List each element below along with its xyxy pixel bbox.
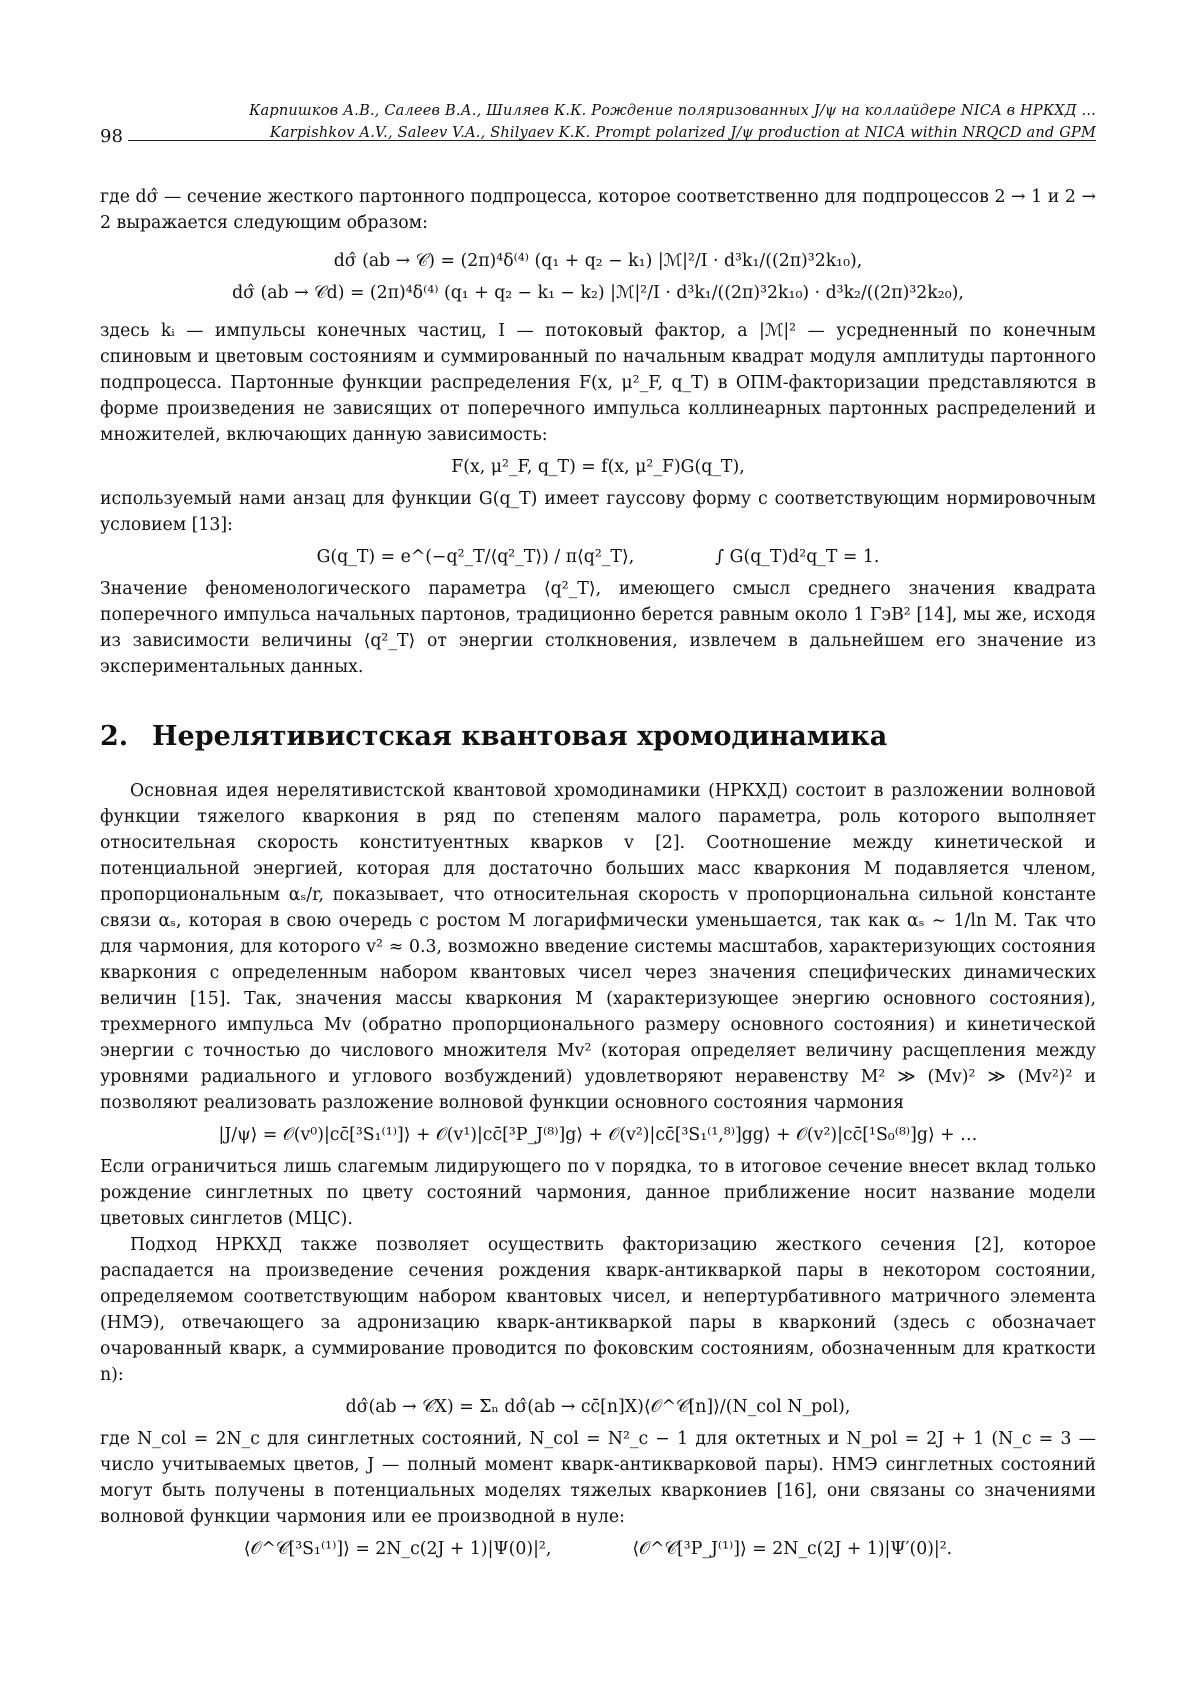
equation-pair xyxy=(100,1536,1096,1562)
equation: dσ̂(ab → 𝒞X) = Σₙ dσ̂(ab → cc̄[n]X)⟨𝒪^𝒞[n]⟩/(N_col N_pol), xyxy=(345,1397,851,1417)
equation: dσ̂ (ab → 𝒞) = (2π)⁴δ⁽⁴⁾ (q₁ + q₂ − k₁) |ℳ|²/I · d³k₁/((2π)³2k₁₀), xyxy=(333,251,863,271)
page-number: 98 xyxy=(100,126,123,147)
running-header xyxy=(100,100,1096,147)
paragraph: здесь kᵢ — импульсы конечных частиц, I — потоковый фактор, а |ℳ|² — усредненный по конечным спиновым и цветовым состояниям и суммированный по начальным квадрат модуля амплитуды партонного подпроцесса. Партонные функции распределения F(x, μ²_F, q_T) в ОПМ-факторизации представляются в форме произведения не зависящих от поперечного импульса коллинеарных партонных распределений и множителей, включающих данную зависимость: xyxy=(100,321,1096,445)
equation: ⟨𝒪^𝒞[³P_J⁽¹⁾]⟩ = 2N_c(2J + 1)|Ψ′(0)|². xyxy=(632,1539,953,1559)
paragraph: Основная идея нерелятивистской квантовой хромодинамики (НРКХД) состоит в разложении волновой функции тяжелого кваркония в ряд по степеням малого параметра, роль которого выполняет относительная скорость конституентных кварков v [2]. Соотношение между кинетической и потенциальной энергией, которая для достаточно больших масс кваркония M подавляется членом, пропорциональным αₛ/r, показывает, что относительная скорость v пропорциональна сильной константе связи αₛ, которая в свою очередь с ростом M логарифмически уменьшается, так как αₛ ∼ 1/ln M. Так что для чармония, для которого v² ≈ 0.3, возможно введение системы масштабов, характеризующих состояния кваркония с определенным набором квантовых чисел через значения специфических динамических величин [15]. Так, значения массы кваркония M (характеризующее энергию основного состояния), трехмерного импульса Mv (обратно пропорционального размеру основного состояния) и кинетической энергии с точностью до числового множителя Mv² (которая определяет величину расщепления между уровнями радиального и углового возбуждений) удовлетворяют неравенству M² ≫ (Mv)² ≫ (Mv²)² и позволяют реализовать разложение волновой функции основного состояния чармония xyxy=(100,781,1096,1113)
paragraph: где N_col = 2N_c для синглетных состояний, N_col = N²_c − 1 для октетных и N_pol = 2J + 1 (N_c = 3 — число учитываемых цветов, J — полный момент кварк-антикварковой пары). НМЭ синглетных состояний могут быть получены в потенциальных моделях тяжелых кваркониев [16], они связаны со значениями волновой функции чармония или ее производной в нуле: xyxy=(100,1429,1096,1527)
header-line-ru: Карпишков А.В., Салеев В.А., Шиляев К.К. Рождение поляризованных J/ψ на коллайдере NICA в НРКХД ... xyxy=(249,103,1096,119)
paragraph: Подход НРКХД также позволяет осуществить факторизацию жесткого сечения [2], которое распадается на произведение сечения рождения кварк-антикваркой пары в некотором состоянии, определяемом соответствующим набором квантовых чисел, и непертурбативного матричного элемента (НМЭ), отвечающего за адронизацию кварк-антикваркой пары в кварконий (здесь c обозначает очарованный кварк, а суммирование проводится по фоковским состояниям, обозначенным для краткости n): xyxy=(100,1235,1096,1385)
equation-pair xyxy=(100,544,1096,570)
section-heading xyxy=(100,720,1096,754)
section-title: Нерелятивистская квантовая хромодинамика xyxy=(152,721,888,752)
section-number: 2. xyxy=(100,721,129,752)
equation: ∫ G(q_T)d²q_T = 1. xyxy=(715,547,880,567)
header-line-en: Karpishkov A.V., Saleev V.A., Shilyaev K.K. Prompt polarized J/ψ production at NICA within NRQCD and GPM xyxy=(269,125,1096,141)
paragraph: где dσ̂ — сечение жесткого партонного подпроцесса, которое соответственно для подпроцессов 2 → 1 и 2 → 2 выражается следующим образом: xyxy=(100,187,1096,233)
equation: dσ̂ (ab → 𝒞d) = (2π)⁴δ⁽⁴⁾ (q₁ + q₂ − k₁ − k₂) |ℳ|²/I · d³k₁/((2π)³2k₁₀) · d³k₂/((2π)³2k₂₀), xyxy=(232,283,964,303)
paragraph: Если ограничиться лишь слагемым лидирующего по v порядка, то в итоговое сечение внесет вклад только рождение синглетных по цвету состояний чармония, данное приближение носит название модели цветовых синглетов (МЦС). xyxy=(100,1157,1096,1229)
main-text xyxy=(100,184,1096,1568)
equation: ⟨𝒪^𝒞[³S₁⁽¹⁾]⟩ = 2N_c(2J + 1)|Ψ(0)|², xyxy=(243,1539,552,1559)
paragraph: Значение феноменологического параметра ⟨q²_T⟩, имеющего смысл среднего значения квадрата поперечного импульса начальных партонов, традиционно берется равным около 1 ГэВ² [14], мы же, исходя из зависимости величины ⟨q²_T⟩ от энергии столкновения, извлечем в дальнейшем его значение из экспериментальных данных. xyxy=(100,579,1096,677)
equation: |J/ψ⟩ = 𝒪(v⁰)|cc̄[³S₁⁽¹⁾]⟩ + 𝒪(v¹)|cc̄[³P_J⁽⁸⁾]g⟩ + 𝒪(v²)|cc̄[³S₁⁽¹,⁸⁾]gg⟩ + 𝒪(v²)|cc̄[¹S₀⁽⁸⁾]g⟩ + … xyxy=(218,1125,978,1145)
header-rule xyxy=(128,140,1096,141)
equation: F(x, μ²_F, q_T) = f(x, μ²_F)G(q_T), xyxy=(451,457,745,477)
paragraph: используемый нами анзац для функции G(q_T) имеет гауссову форму с соответствующим нормировочным условием [13]: xyxy=(100,489,1096,535)
equation: G(q_T) = e^(−q²_T/⟨q²_T⟩) / π⟨q²_T⟩, xyxy=(316,547,635,567)
